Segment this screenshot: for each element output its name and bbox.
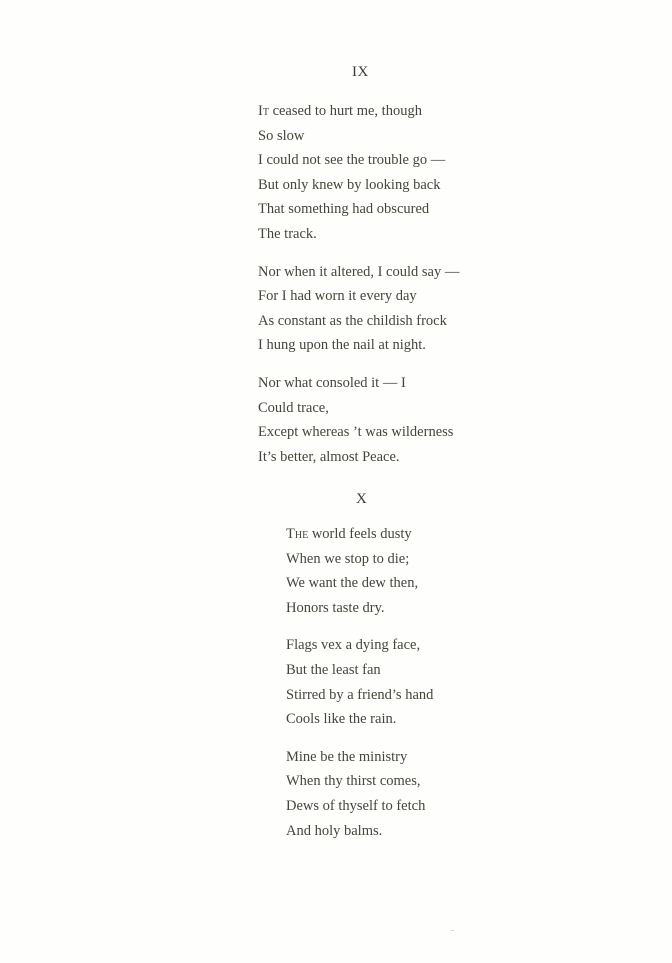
poem-line: The track. (258, 225, 317, 242)
stanza (286, 522, 433, 620)
poem-line: For I had worn it every day (258, 288, 417, 305)
poem-numeral-x: X (356, 491, 368, 507)
first-word-small-caps: It (258, 103, 269, 119)
poem-line: As constant as the childish frock (258, 312, 447, 329)
poem-line: I hung upon the nail at night. (258, 337, 426, 354)
poem-line: But the least fan (286, 661, 381, 678)
poem-line: That something had obscured (258, 201, 430, 218)
poem-line: Could trace, (258, 399, 329, 416)
poem-line: Except whereas ’t was wilderness (258, 424, 454, 441)
poem-line: It’s better, almost Peace. (258, 448, 400, 465)
stanza (258, 260, 459, 358)
poem-line: Stirred by a friend’s hand (286, 686, 434, 703)
stanza (286, 745, 433, 843)
line-text: world feels dusty (308, 526, 412, 542)
first-word-small-caps: The (286, 526, 309, 542)
poem-line: Nor when it altered, I could say — (258, 263, 460, 280)
poem-line (258, 99, 459, 124)
poem-x (286, 522, 433, 856)
poem-line: But only knew by looking back (258, 176, 441, 193)
stanza (258, 99, 459, 247)
poem-line: When we stop to die; (286, 550, 410, 567)
poem-line: Honors taste dry. (286, 599, 385, 616)
poem-ix (258, 99, 459, 482)
poem-line: So slow (258, 127, 305, 144)
poem-line: Nor what consoled it — I (258, 374, 406, 391)
poem-line: And holy balms. (286, 822, 383, 839)
poem-line: Mine be the ministry (286, 748, 408, 765)
line-text: ceased to hurt me, though (268, 103, 422, 119)
stanza (258, 371, 459, 469)
poem-line: When thy thirst comes, (286, 773, 421, 790)
stanza (286, 633, 433, 731)
poem-line: We want the dew then, (286, 575, 419, 592)
poem-line: Dews of thyself to fetch (286, 797, 426, 814)
poem-line: I could not see the trouble go — (258, 152, 446, 169)
poem-line: Flags vex a dying face, (286, 637, 421, 654)
poem-line (286, 522, 433, 547)
poem-line: Cools like the rain. (286, 711, 397, 728)
page-speck (451, 930, 454, 931)
poem-numeral-ix: IX (352, 64, 369, 80)
